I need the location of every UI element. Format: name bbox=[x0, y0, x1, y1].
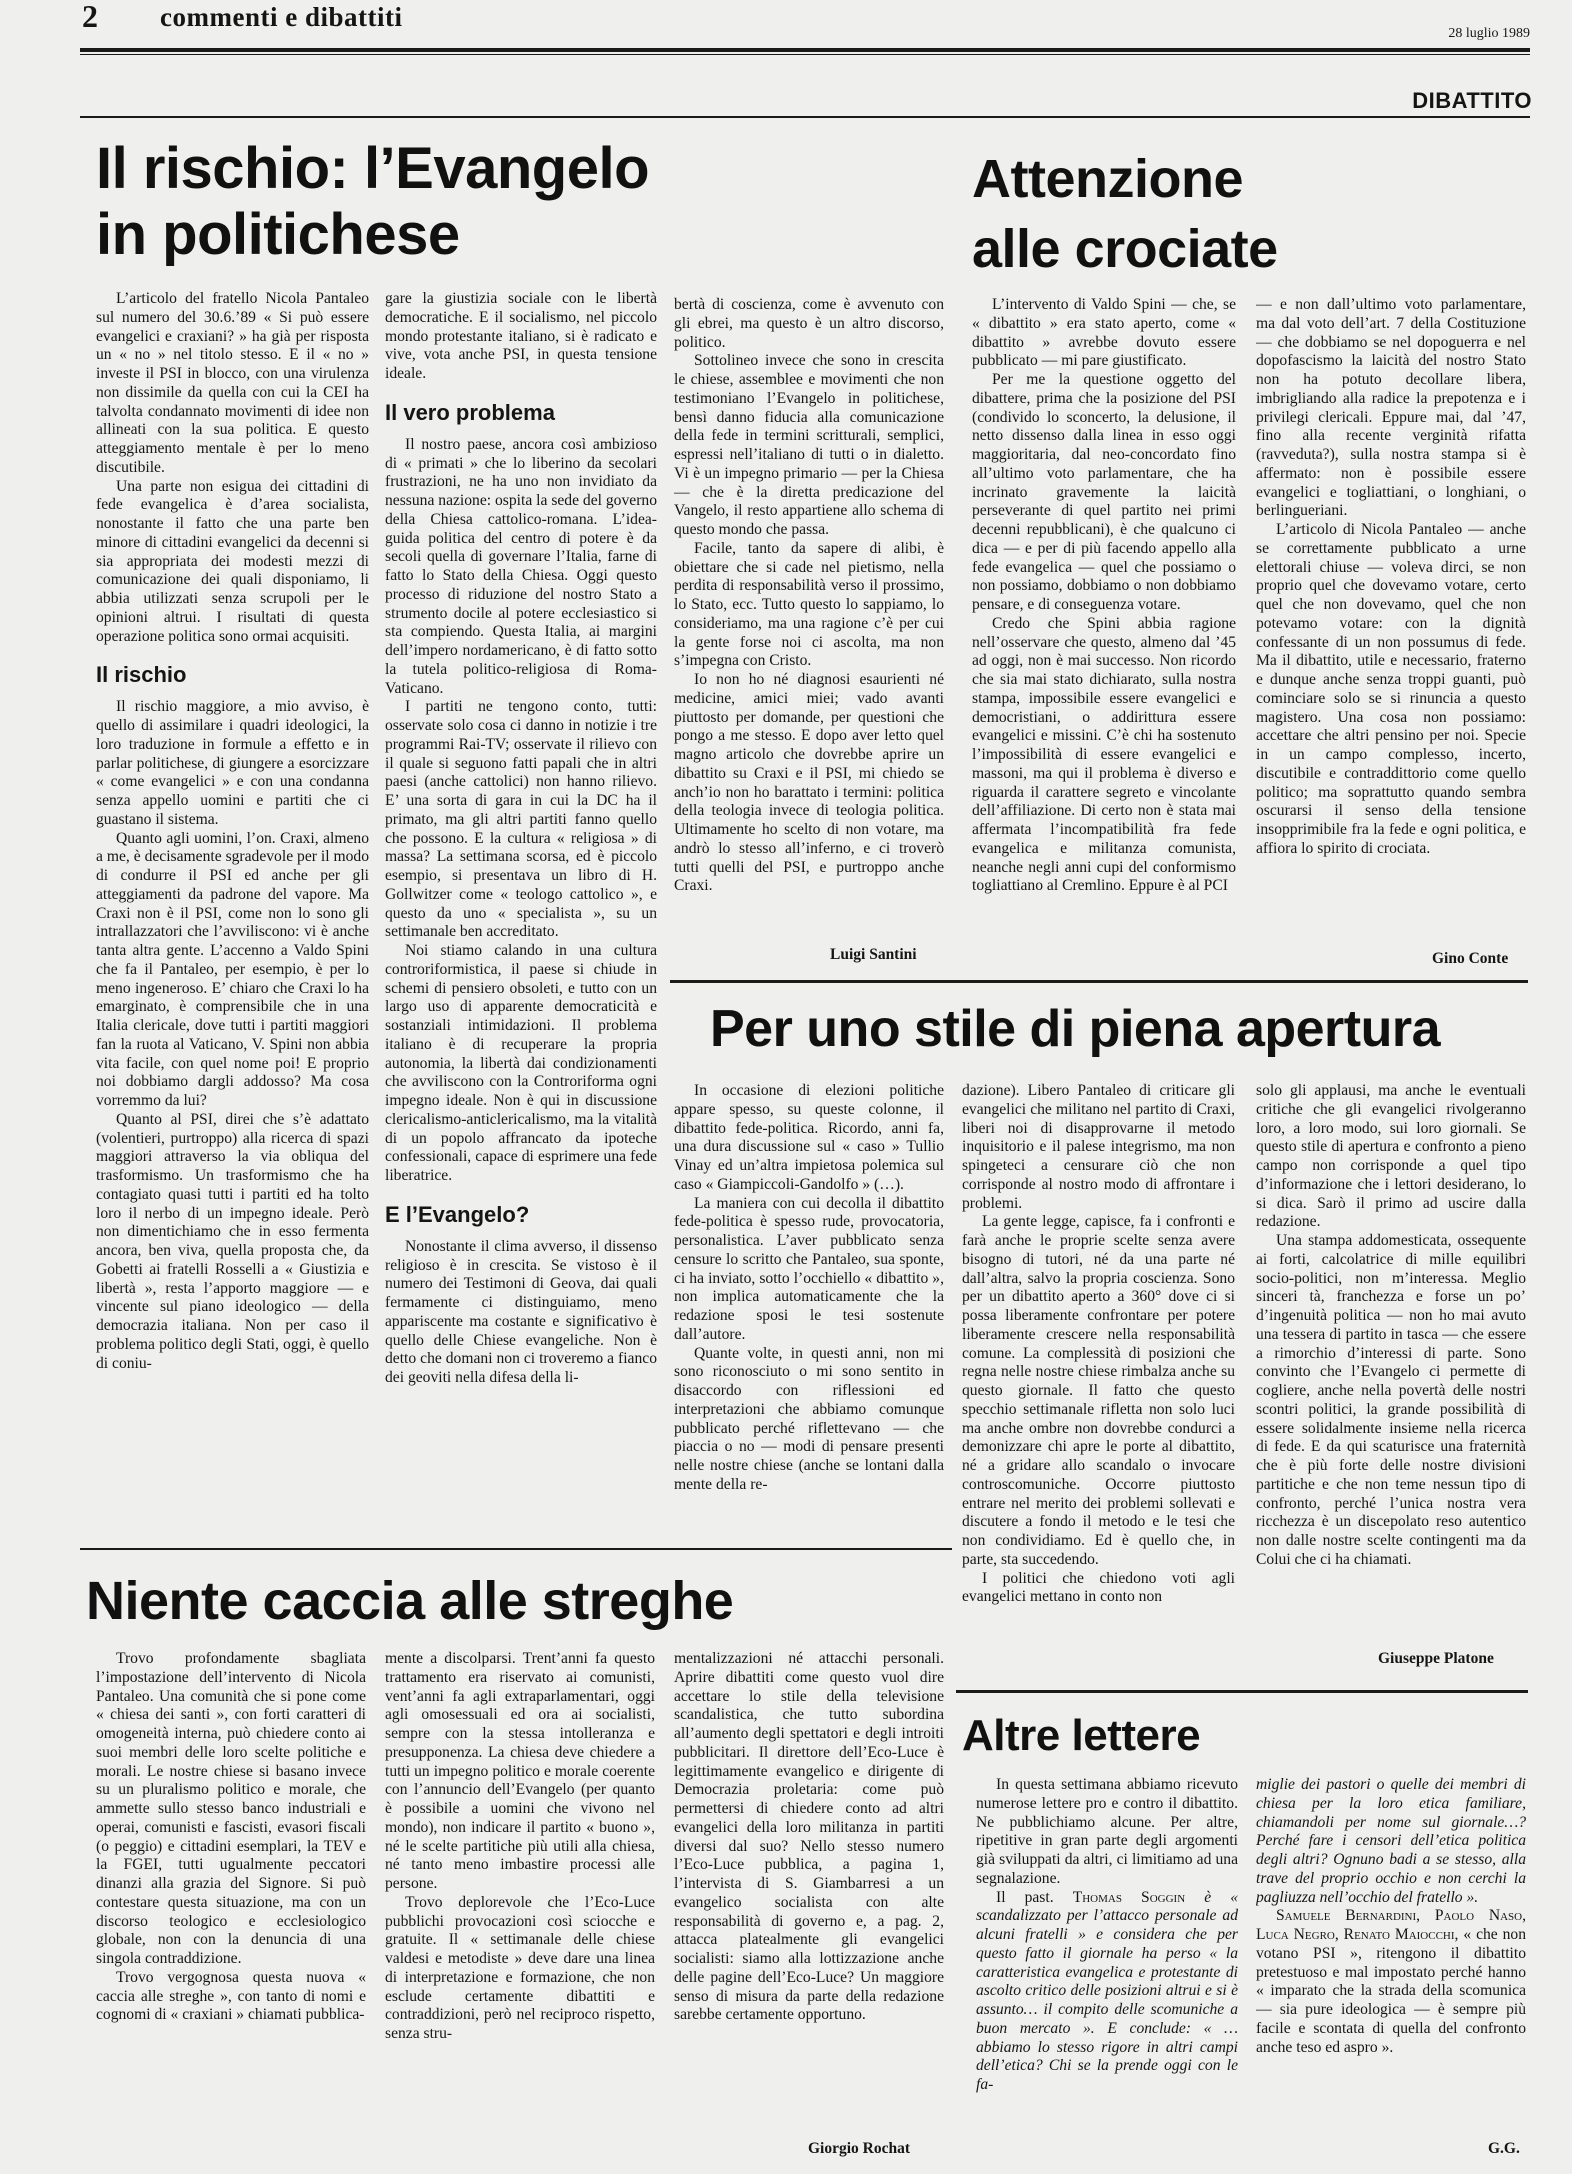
article-title-line1: Il rischio: l’Evangelo bbox=[96, 136, 650, 201]
article-title: Per uno stile di piena apertura bbox=[710, 1000, 1441, 1058]
subheading: E l’Evangelo? bbox=[385, 1201, 530, 1227]
paragraph: Quanto al PSI, direi che s’è adattato (volentieri, purtroppo) alla ricerca di spazi maggiori attraverso la via obliqua del trasformismo. Un trasformismo che ha contagiato quasi tutti i partiti ed ha tolto loro il nerbo di un impegno ideale. Però non dimentichiamo che in esso fermenta ancora, ben viva, quella proposta che, da Gobetti ai fratelli Rosselli a « Giustizia e libertà », resta l’apporto maggiore — e vincente sul piano ideologico — della democrazia italiana. Non per caso il problema politico degli Stati, oggi, è quello di coniu- bbox=[96, 1110, 369, 1372]
paragraph: I partiti ne tengono conto, tutti: osservate solo cosa ci danno in notizie i tre programmi Rai-TV; osservate il rilievo con il quale si seguono fatti papali che in altri paesi (anche cattolici) non hanno rilievo. E’ una sorta di gara in cui la DC ha il primato, ma gli altri partiti fanno quello che possono. E la cultura « religiosa » di massa? La settimana scorsa, ed è piccolo esempio, si presentava un libro di H. Gollwitzer come « teologo cattolico », e questo da uno « specialista », su un settimanale ben accreditato. bbox=[385, 698, 657, 941]
article-column bbox=[972, 296, 1236, 976]
article-column bbox=[1256, 1082, 1526, 1642]
subheading: Il rischio bbox=[96, 662, 187, 688]
signature: G.G. bbox=[1488, 2140, 1520, 2157]
paragraph: bertà di coscienza, come è avvenuto con gli ebrei, ma questo è un altro discorso, politico. bbox=[674, 296, 944, 351]
section-label: DIBATTITO bbox=[1412, 88, 1532, 113]
article-column bbox=[674, 1650, 944, 2140]
paragraph: L’articolo di Nicola Pantaleo — anche se correttamente pubblicato a urne elettorali chiuse — voleva dirci, se non proprio quel che dovevamo votare, certo quel che non dovevamo, quel che non potevamo votare: con la dignità confessante di un non possumus di fede. Ma il dibattito, utile e necessario, fraterno e dunque anche senza troppi guanti, può cominciare solo se si rinuncia a questo magistero. Una cosa non possiamo: accettare che altri pensino per noi. Specie in un campo complesso, incerto, discutibile e contraddittorio come quello politico; ma soprattutto quando sembra oscurarsi il senso della tensione insopprimibile fra la fede e ogni politica, e affiora lo spirito di crociata. bbox=[1256, 521, 1526, 857]
paragraph: Una stampa addomesticata, ossequente ai forti, calcolatrice di mille equilibri socio-politici, non m’interessa. Meglio sinceri tà, franchezza e forse un po’ d’ingenuità politica — non ho mai avuto una tessera di partito in tasca — che essere a rimorchio d’interessi di parte. Sono convinto che l’Evangelo ci permette di cogliere, anche nella povertà delle nostri scontri politici, la grande possibilità di essere solidalmente insieme nella ricerca di fede. E da qui scaturisce una fraternità che è più forte delle nostre divisioni partitiche e che non teme nessun tipo di confronto, perché l’unica nostra vera ricchezza è un discepolato reso autentico non dalle nostre scelte contingenti ma da Colui che ci ha chiamati. bbox=[1256, 1232, 1526, 1568]
paragraph: Trovo deplorevole che l’Eco-Luce pubblichi provocazioni così sciocche e gratuite. Il « settimanale delle chiese valdesi e metodiste » deve dare una linea di interpretazione e formazione, che non esclude certamente dibattiti e contraddizioni, però nel reciproco rispetto, senza stru- bbox=[385, 1893, 655, 2042]
article-column bbox=[1256, 296, 1526, 946]
signature: Giuseppe Platone bbox=[1378, 1650, 1494, 1667]
article-column bbox=[674, 296, 944, 946]
article-title: Niente caccia alle streghe bbox=[86, 1571, 734, 1631]
paragraph: miglie dei pastori o quelle dei membri di chiesa per la loro etica familiare, chiamandoli per nome sul giornale…? Perché fare i censori dell’etica politica degli altri? Ognuno badi a se stesso, alla trave del proprio occhio e non cerchi la pagliuzza nell’occhio del fratello ». bbox=[1256, 1776, 1526, 1906]
paragraph: Facile, tanto da sapere di alibi, è obiettare che si cade nel pietismo, nella perdita di responsabilità verso il prossimo, lo Stato, ecc. Tutto questo lo sappiamo, lo consideriamo, ma una ragione c’è per cui la gente forse noi ci ascolta, ma non s’impegna con Cristo. bbox=[674, 539, 944, 670]
article-title-line2: in politichese bbox=[96, 202, 460, 267]
signature: Giorgio Rochat bbox=[808, 2140, 911, 2157]
text: Il past. bbox=[996, 1888, 1054, 1906]
article-column bbox=[96, 1650, 366, 2160]
paragraph bbox=[976, 1889, 1238, 2095]
paragraph: Sottolineo invece che sono in crescita le chiese, assemblee e movimenti che non testimoniano l’Evangelo in politichese, bensì danno fiducia alla comunicazione della fede in termini scritturali, semplici, espressi nell’italiano di tutti o in dialetto. Vi è un impegno primario — per la Chiesa — che è la diretta predicazione del Vangelo, il resto appartiene allo schema di questo mondo che passa. bbox=[674, 352, 944, 538]
article-column bbox=[385, 1650, 655, 2160]
article-column bbox=[96, 290, 369, 1545]
paragraph: Noi stiamo calando in una cultura controriformistica, il paese si chiude in schemi di pensiero obsoleti, e tutto con un largo uso di apparente democraticità e sostanziali intimidazioni. Il problema italiano è di recuperare la propria autonomia, la libertà dai condizionamenti che avviliscono con la Controriforma ogni impegno ideale. Non è qui in discussione clericalismo-anticlericalismo, ma la vitalità di un popolo affrancato da ipoteche confessionali, capace di esprimere una fede liberatrice. bbox=[385, 942, 657, 1184]
paragraph: Credo che Spini abbia ragione nell’osservare che questo, almeno dal ’45 ad oggi, non è mai successo. Non ricordo che sia mai stato dichiarato, sulla nostra stampa, impossibile essere evangelici e democristiani, o addirittura essere evangelici e missini. C’è chi ha sostenuto l’impossibilità di essere evangelici e massoni, ma qui il problema è diverso e riguarda il carattere segreto e vincolante dell’affiliazione. Di certo non è stata mai affermata l’incompatibilità fra fede evangelica e militanza comunista, neanche negli anni cupi del conformismo togliattiano al Cremlino. Eppure è al PCI bbox=[972, 614, 1236, 895]
article-column bbox=[962, 1082, 1235, 1650]
paragraph: gare la giustizia sociale con le libertà democratiche. E il socialismo, nel piccolo mondo protestante italiano, si è radicato e vive, vota anche PSI, in questa tensione ideale. bbox=[385, 290, 657, 382]
paragraph: — e non dall’ultimo voto parlamentare, ma dal voto dell’art. 7 della Costituzione — che dobbiamo se nel dopoguerra e nel dopofascismo la laicità del nostro Stato non ha potuto decollare libera, imbrigliando alla radice la prepotenza e i privilegi clericali. Eppure mai, dal ’47, fino alla recente verginità rifatta (ravveduta?), sulla nostra stampa si è affermato: non è possibile essere evangelici e togliattiani, o longhiani, o berlingueriani. bbox=[1256, 296, 1526, 520]
paragraph: Nonostante il clima avverso, il dissenso religioso è in crescita. Se vistoso è il numero dei Testimoni di Geova, dai quali fermamente ci distinguiamo, meno appariscente ma costante e significativo è quello delle Chiese evangeliche. Non è detto che domani non ci troveremo a fianco dei geoviti nella difesa della li- bbox=[385, 1237, 657, 1386]
label-rule bbox=[80, 116, 1530, 118]
text: « che non votano PSI », ritengono il dibattito pretestuoso e mal impostato perché hanno « imparato che la strada della scomunica — sia pure ideologica — è sempre più facile e scontata di quella del confronto anche teso ed aspro ». bbox=[1256, 1926, 1526, 2056]
person-name: Thomas Soggin bbox=[1072, 1888, 1186, 1906]
signature: Gino Conte bbox=[1432, 950, 1509, 967]
page-number: 2 bbox=[82, 0, 98, 34]
header-rule-thin bbox=[80, 54, 1530, 55]
signature: Luigi Santini bbox=[830, 946, 917, 963]
article-title bbox=[972, 144, 1278, 284]
paragraph: Una parte non esigua dei cittadini di fede evangelica è d’area socialista, nonostante il fatto che una parte ben minore di cittadini evangelici da decenni si sia appropriata dei modesti mezzi di comunicazione dei quali disponiamo, li abbia utilizzati senza scrupoli per le opinioni altrui. I risultati di questa operazione politica sono ormai acquisiti. bbox=[96, 477, 369, 645]
paragraph: solo gli applausi, ma anche le eventuali critiche che gli evangelici rivolgeranno loro, a loro modo, sui loro giornali. Se questo stile di apertura e confronto a pieno campo non corrisponde a quel tipo d’informazione che i lettori desiderano, lo si dica. Sarò il primo ad uscire dalla redazione. bbox=[1256, 1082, 1526, 1231]
paragraph: Il rischio maggiore, a mio avviso, è quello di assimilare i quadri ideologici, la loro traduzione in formule a effetto e in parlar politichese, di giungere a esorcizzare « come evangelici » e con una condanna senza appello uomini e partiti che ci guastano il sistema. bbox=[96, 698, 369, 828]
article-column bbox=[976, 1776, 1238, 2156]
text: è « scandalizzato per l’attacco personale ad alcuni fratelli » e considera che per questo fatto il giornale ha perso « la caratteristica evangelica e protestante di ascolto critico delle posizioni altrui e si è assunto… il compito delle scomuniche a buon mercato ». E conclude: « …abbiamo lo stesso rigore in altri campi dell’etica? Chi se la prende oggi con le fa- bbox=[976, 1888, 1238, 2093]
paragraph bbox=[1256, 1907, 1526, 2057]
subheading: Il vero problema bbox=[385, 399, 555, 425]
article-divider bbox=[80, 1548, 952, 1550]
article-column bbox=[674, 1082, 944, 1542]
paragraph: mente a discolparsi. Trent’anni fa questo trattamento era riservato ai comunisti, vent’anni fa agli extraparlamentari, oggi agli omosessuali ed ora ai socialisti, sempre con la stessa intolleranza e presupponenza. La chiesa deve chiedere a tutti un impegno politico e morale coerente con l’annuncio dell’Evangelo (per quanto è possibile a uomini che vivono nel mondo), non indicare il partito « buono », né le scelte partitiche più utili alla chiesa, né tanto meno imbastire processi alle persone. bbox=[385, 1650, 655, 1892]
paragraph: Quanto agli uomini, l’on. Craxi, almeno a me, è decisamente sgradevole per il modo di condurre il PSI ed anche per gli atteggiamenti da padrone del vapore. Ma Craxi non è il PSI, come non lo sono gli intrallazzatori che l’avviliscono: vi è anche tanta altra gente. L’accenno a Valdo Spini che fa il Pantaleo, per esempio, è per lo meno ingeneroso. E’ chiaro che Craxi lo ha emarginato, è comprensibile che in una Italia clericale, dove tutti i partiti maggiori fan la ruota al Vaticano, V. Spini non abbia vita facile, con quel nome poi! E proprio noi dobbiamo dargli addosso? Ma cosa vorremmo da lui? bbox=[96, 829, 369, 1109]
paragraph: Io non ho né diagnosi esaurienti né medicine, amici miei; vado avanti piuttosto per domande, per questioni che pongo a me stesso. E dopo aver letto quel magno articolo che dovrebbe aprire un dibattito su Craxi e il PSI, mi chiedo se anch’io non ho barattato i termini: politica della teologia invece di teologia politica. Ultimamente ho scelto di non votare, ma andrò lo stesso all’inferno, e ci troverò tutti quelli del PSI, e purtroppo anche Craxi. bbox=[674, 671, 944, 895]
paragraph: In occasione di elezioni politiche appare spesso, su queste colonne, il dibattito fede-politica. Ricordo, anni fa, una dura discussione sul « caso » Tullio Vinay ed un’altra impietosa polemica sul caso « Giampiccoli-Gandolfo » (…). bbox=[674, 1082, 944, 1193]
paragraph: Trovo profondamente sbagliata l’impostazione dell’intervento di Nicola Pantaleo. Una comunità che si pone come « chiesa dei santi », con forti caratteri di omogeneità interna, può chiedere conto ai suoi membri delle loro scelte politiche e morali. Le nostre chiese si basano invece su un pluralismo politico e morale, che ammette sullo stesso banco industriali e operai, comunisti e fascisti, evasori fiscali (o peggio) e cittadini esemplari, la TEV e la FGEI, tutti ugualmente peccatori dinanzi alla grazia del Signore. Si può contestare questa situazione, ma con un discorso teologico e ecclesiologico globale, non con la denuncia di una singola contraddizione. bbox=[96, 1650, 366, 1967]
paragraph: La maniera con cui decolla il dibattito fede-politica è spesso rude, provocatoria, personalistica. L’aver pubblicato senza censure lo scritto che Pantaleo, sua sponte, ci ha inviato, sotto l’occhiello « dibattito », non implica automaticamente che la redazione sposi le tesi sostenute dall’autore. bbox=[674, 1194, 944, 1343]
paragraph: Il nostro paese, ancora così ambizioso di « primati » che lo liberino da secolari frustrazioni, ne ha uno non invidiato da nessuna nazione: ospita la sede del governo della Chiesa cattolico-romana. L’idea-guida politica del centro di potere è da secoli quella di governare l’Italia, farne di fatto lo Stato della Chiesa. Oggi questo processo di riduzione del nostro Stato a strumento docile al potere ecclesiastico si sta compiendo. Questa Italia, ai margini dell’impero nordamericano, è di fatto sotto la tutela politico-religiosa di Roma-Vaticano. bbox=[385, 435, 657, 697]
article-divider bbox=[956, 1690, 1528, 1693]
header-rule bbox=[80, 48, 1530, 52]
paragraph: In questa settimana abbiamo ricevuto numerose lettere pro e contro il dibattito. Ne pubblichiamo alcune. Per altre, ripetitive in gran parte degli argomenti già sviluppati da altri, ci limitiamo ad una segnalazione. bbox=[976, 1776, 1238, 1887]
article-column bbox=[385, 290, 657, 1545]
paragraph: Quante volte, in questi anni, non mi sono riconosciuto o mi sono sentito in disaccordo con riflessioni ed interpretazioni che abbiamo comunque pubblicato perché riflettevano — che piaccia o no — modi di pensare presenti nelle nostre chiese (anche se lontani dalla mente della re- bbox=[674, 1344, 944, 1493]
article-title-line1: Attenzione bbox=[972, 149, 1243, 209]
person-names: Samuele Bernardini, Paolo Naso, Luca Negro, Renato Maiocchi, bbox=[1256, 1907, 1526, 1943]
article-column bbox=[1256, 1776, 1526, 2146]
article-title-line2: alle crociate bbox=[972, 219, 1278, 279]
issue-date: 28 luglio 1989 bbox=[1448, 26, 1530, 41]
article-divider bbox=[670, 980, 1528, 983]
article-title: Altre lettere bbox=[962, 1711, 1201, 1760]
paragraph: Trovo vergognosa questa nuova « caccia alle streghe », con tanto di nomi e cognomi di « craxiani » chiamati pubblica- bbox=[96, 1968, 366, 2024]
paragraph: Per me la questione oggetto del dibattere, prima che la posizione del PSI (condivido lo sconcerto, la delusione, il netto dissenso dalla linea in esso oggi maggioritaria, dal neo-concordato fino all’ultimo voto parlamentare, che ha incrinato gravemente la laicità perseverante di quel partito nei primi decenni repubblicani), è che qualcuno ci dica — e per di più facendo appello alla fede evangelica — quel che possiamo o non possiamo, dobbiamo o non dobbiamo pensare, e di conseguenza votare. bbox=[972, 371, 1236, 613]
article-title bbox=[96, 136, 649, 268]
paragraph: L’intervento di Valdo Spini — che, se « dibattito » era stato aperto, come « dibattito » avrebbe dovuto essere pubblicato — mi pare giustificato. bbox=[972, 296, 1236, 370]
paragraph: L’articolo del fratello Nicola Pantaleo sul numero del 30.6.’89 « Si può essere evangelici e craxiani? » ha già per risposta un « no » nel titolo stesso. E il « no » investe il PSI in blocco, con una virulenza non dissimile da quella con cui la CEI ha talvolta condannato movimenti di idee non allineati con la sua politica. E questo atteggiamento mentale è per lo meno discutibile. bbox=[96, 290, 369, 476]
paragraph: dazione). Libero Pantaleo di criticare gli evangelici che militano nel partito di Craxi, liberi noi di disapprovarne il metodo inquisitorio e il palese integrismo, ma non spingeteci a censurare ciò che non corrisponde al nostro modo di affrontare i problemi. bbox=[962, 1082, 1235, 1212]
paragraph: I politici che chiedono voti agli evangelici mettano in conto non bbox=[962, 1569, 1235, 1606]
section-heading: commenti e dibattiti bbox=[160, 2, 403, 32]
paragraph: La gente legge, capisce, fa i confronti e farà anche le proprie scelte senza avere bisogno di tutori, né da una parte né dall’altra, salvo la propria coscienza. Sono per un dibattito aperto a 360° dove ci si possa liberamente confrontare per potere liberamente crescere nella responsabilità comune. La complessità di posizioni che regna nelle nostre chiese rimbalza anche su questo giornale. Il fatto che questo specchio settimanale rifletta non solo luci ma anche ombre non dovrebbe condurci a demonizzare chi apre le porte al dibattito, né a gridare allo scandalo o invocare controscomuniche. Occorre piuttosto entrare nel merito dei problemi sollevati e discutere a fondo il metodo e le tesi che non condividiamo. Ed è quello che, in parte, sta succedendo. bbox=[962, 1213, 1235, 1568]
paragraph: mentalizzazioni né attacchi personali. Aprire dibattiti come questo vuol dire accettare lo stile della televisione scandalistica, che tutto subordina all’aumento degli spettatori e degli introiti pubblicitari. Il direttore dell’Eco-Luce è legittimamente evangelico e dirigente di Democrazia proletaria: come può permettersi di chiedere conto ad altri evangelici della loro militanza in partiti diversi dal suo? Nello stesso numero l’Eco-Luce pubblica, a pagina 1, l’intervista di S. Giambarresi a un evangelico socialista con alte responsabilità di governo e, a pag. 2, attacca platealmente gli evangelici socialisti: siamo alla lottizzazione anche delle pagine dell’Eco-Luce? Un maggiore senso di misura da parte della redazione sarebbe certamente opportuno. bbox=[674, 1650, 944, 2024]
